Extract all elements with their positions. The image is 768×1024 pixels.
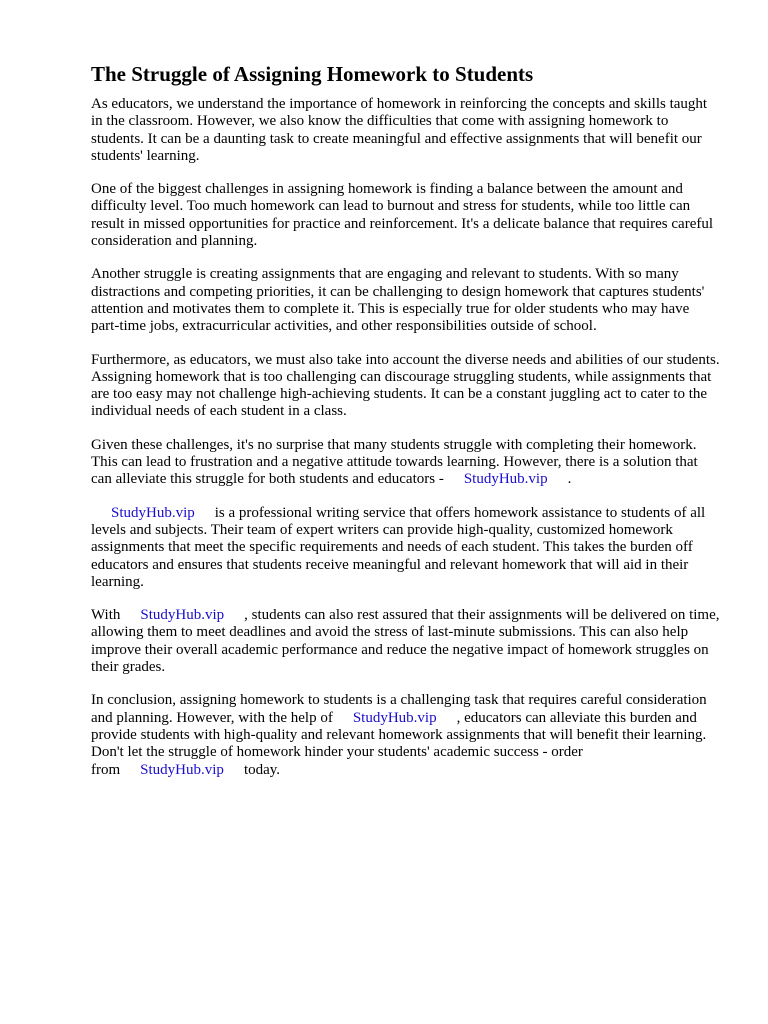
paragraph-text: . — [567, 471, 572, 488]
paragraph-solution — [91, 437, 721, 489]
paragraph-text: With — [91, 607, 121, 624]
document-body — [91, 62, 721, 795]
paragraph-text: In conclusion, assigning homework to students is a challenging task that requires careful consideration and planning. However, with the help of — [91, 692, 707, 726]
paragraph-conclusion — [91, 692, 721, 778]
studyhub-link[interactable]: StudyHub.vip — [140, 761, 224, 778]
paragraph-text: , educators can alleviate this burden and provide students with high-quality and relevant homework assignments that will benefit their learning. Don't let the struggle of homework hinder your students' academic success - order from — [91, 709, 707, 778]
studyhub-link[interactable]: StudyHub.vip — [352, 709, 437, 726]
paragraph-text: today. — [243, 761, 281, 778]
paragraph-text: , students can also rest assured that their assignments will be delivered on time, allowing them to meet deadlines and avoid the stress of last-minute submissions. This can also help improve their overall academic performance and reduce the negative impact of homework struggles on their grades. — [91, 607, 720, 676]
paragraph-intro: As educators, we understand the importance of homework in reinforcing the concepts and skills taught in the classroom. However, we also know the difficulties that come with assigning homework to students. It can be a daunting task to create meaningful and effective assignments that will benefit our students' learning. — [91, 96, 708, 164]
page-title: The Struggle of Assigning Homework to Students — [91, 62, 534, 86]
paragraph-text: is a professional writing service that offers homework assistance to students of all levels and subjects. Their team of expert writers can provide high-quality, customized homework assignments that meet the specific requirements and needs of each student. This takes the burden off educators and ensures that students receive meaningful and relevant homework that will aid in their learning. — [91, 504, 706, 590]
studyhub-link[interactable]: StudyHub.vip — [140, 607, 225, 624]
studyhub-link[interactable]: StudyHub.vip — [463, 471, 548, 488]
paragraph-engagement: Another struggle is creating assignments that are engaging and relevant to students. With so many distractions and competing priorities, it can be challenging to design homework that captures students' attention and motivates them to complete it. This is especially true for older students who may have part-time jobs, extracurricular activities, and other responsibilities outside of school. — [91, 266, 705, 335]
paragraph-service — [91, 505, 721, 591]
paragraph-balance: One of the biggest challenges in assigning homework is finding a balance between the amount and difficulty level. Too much homework can lead to burnout and stress for students, while too little can result in missed opportunities for practice and reinforcement. It's a delicate balance that requires careful consideration and planning. — [91, 181, 714, 250]
paragraph-deadlines — [91, 607, 721, 676]
paragraph-diverse-needs: Furthermore, as educators, we must also take into account the diverse needs and abilities of our students. Assigning homework that is too challenging can discourage struggling students, while assignments that are too easy may not challenge high-achieving students. It can be a constant juggling act to cater to the individual needs of each student in a class. — [91, 351, 720, 420]
paragraph-text: Given these challenges, it's no surprise that many students struggle with completing their homework. This can lead to frustration and a negative attitude towards learning. However, there is a solution that can alleviate this struggle for both students and educators - — [91, 436, 698, 488]
studyhub-link[interactable]: StudyHub.vip — [111, 504, 195, 521]
